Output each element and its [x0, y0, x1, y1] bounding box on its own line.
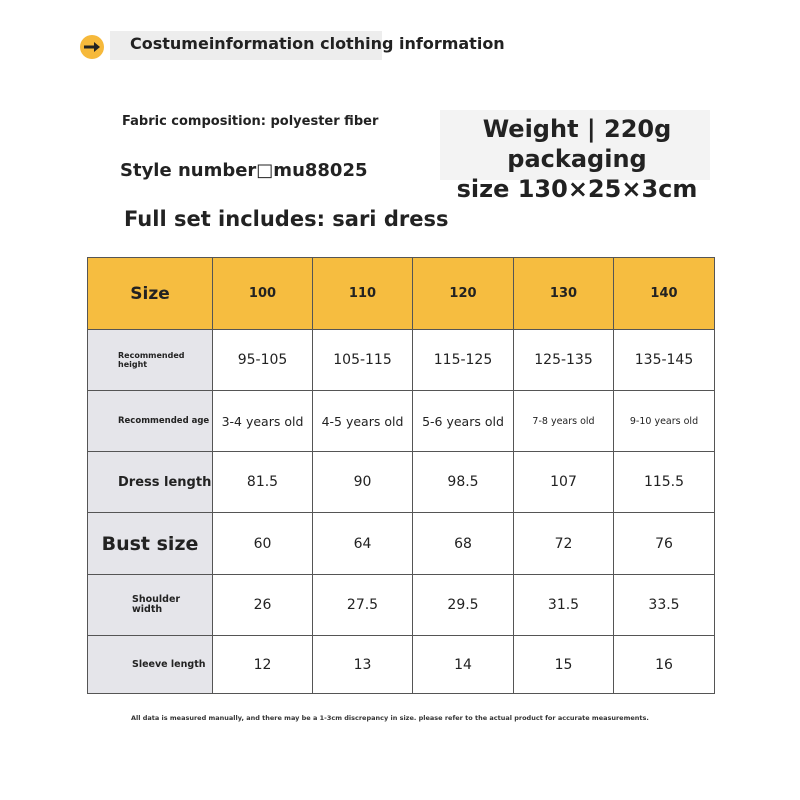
table-cell: 115-125	[413, 330, 514, 391]
table-cell: 5-6 years old	[413, 391, 514, 452]
table-cell: 125-135	[514, 330, 614, 391]
row-label-bust-size: Bust size	[88, 513, 213, 575]
table-cell: 72	[514, 513, 614, 575]
table-cell: 26	[213, 575, 313, 636]
table-cell: 115.5	[614, 452, 715, 513]
fabric-composition: Fabric composition: polyester fiber	[122, 114, 379, 129]
row-label-recommended-height: Recommended height	[88, 330, 213, 391]
size-header-cell: 110	[313, 258, 413, 330]
size-header-cell: 130	[514, 258, 614, 330]
table-cell: 7-8 years old	[514, 391, 614, 452]
table-cell: 31.5	[514, 575, 614, 636]
table-cell: 81.5	[213, 452, 313, 513]
size-header-cell: 100	[213, 258, 313, 330]
section-title: Costumeinformation clothing information	[130, 34, 505, 53]
size-header-row	[88, 258, 715, 330]
table-cell: 12	[213, 636, 313, 694]
table-cell: 9-10 years old	[614, 391, 715, 452]
table-row	[88, 636, 715, 694]
table-row	[88, 513, 715, 575]
weight-packaging-info	[412, 114, 742, 204]
table-cell: 68	[413, 513, 514, 575]
table-cell: 15	[514, 636, 614, 694]
row-label-shoulder-width: Shoulder width	[88, 575, 213, 636]
table-cell: 135-145	[614, 330, 715, 391]
size-header-label: Size	[88, 258, 213, 330]
table-cell: 107	[514, 452, 614, 513]
measurement-footnote: All data is measured manually, and there may be a 1-3cm discrepancy in size. please refer to the actual product for accurate measurements.	[131, 714, 649, 722]
full-set-includes: Full set includes: sari dress	[124, 207, 449, 231]
row-label-recommended-age: Recommended age	[88, 391, 213, 452]
row-label-dress-length: Dress length	[88, 452, 213, 513]
style-number: Style number□mu88025	[120, 160, 368, 181]
table-cell: 13	[313, 636, 413, 694]
size-header-cell: 120	[413, 258, 514, 330]
table-cell: 14	[413, 636, 514, 694]
table-cell: 29.5	[413, 575, 514, 636]
row-label-sleeve-length: Sleeve length	[88, 636, 213, 694]
table-cell: 60	[213, 513, 313, 575]
table-cell: 27.5	[313, 575, 413, 636]
table-cell: 90	[313, 452, 413, 513]
table-cell: 95-105	[213, 330, 313, 391]
table-cell: 33.5	[614, 575, 715, 636]
table-cell: 105-115	[313, 330, 413, 391]
table-row	[88, 452, 715, 513]
table-cell: 3-4 years old	[213, 391, 313, 452]
table-cell: 4-5 years old	[313, 391, 413, 452]
table-row	[88, 330, 715, 391]
arrow-right-icon	[80, 35, 104, 59]
table-row	[88, 391, 715, 452]
weight-line-1: Weight | 220g packaging	[482, 115, 672, 173]
table-row	[88, 575, 715, 636]
table-cell: 64	[313, 513, 413, 575]
weight-line-2: size 130×25×3cm	[456, 175, 698, 203]
size-table	[87, 257, 715, 694]
table-cell: 76	[614, 513, 715, 575]
table-cell: 98.5	[413, 452, 514, 513]
size-header-cell: 140	[614, 258, 715, 330]
table-cell: 16	[614, 636, 715, 694]
